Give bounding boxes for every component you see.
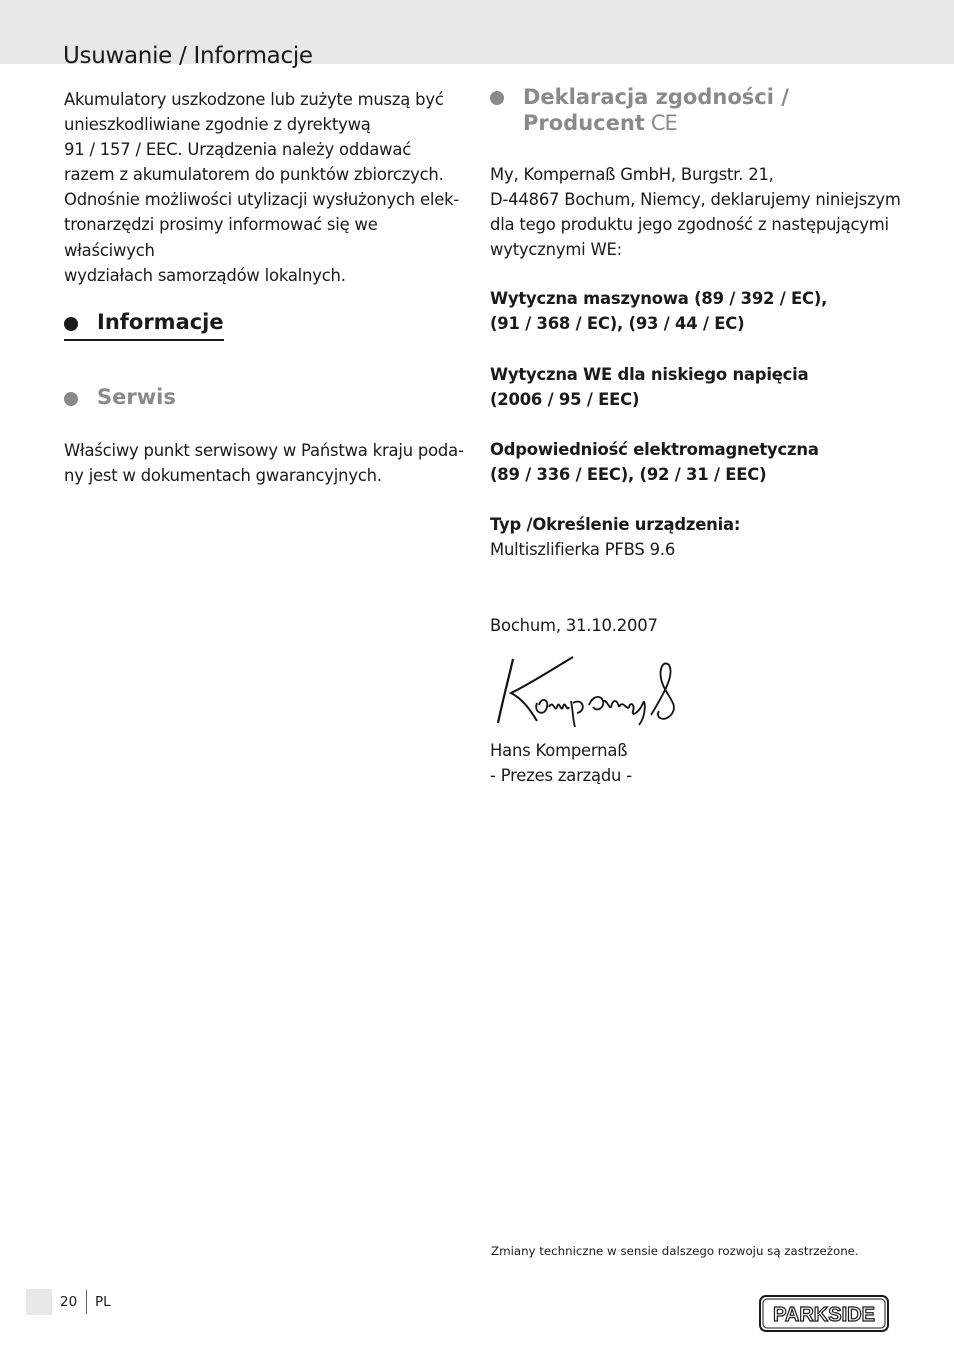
declaration-heading: Deklaracja zgodności / Producent CE bbox=[490, 84, 789, 136]
bullet-icon bbox=[490, 91, 504, 105]
disposal-text: Akumulatory uszkodzone lub zużyte muszą być unieszkodliwiane zgodnie z dyrektywą 91 / 157 / EEC. Urządzenia należy oddawać razem z akumulatorem do punktów zbiorczych. Odnośnie możliwości utylizacji wysłużonych elek- tronarzędzi prosimy informować się we właściwych wydziałach samorządów lokalnych. bbox=[64, 90, 460, 285]
left-column bbox=[64, 87, 464, 288]
manufacturer-text: My, Kompernaß GmbH, Burgstr. 21, D-44867 Bochum, Niemcy, deklarujemy niniejszym dla tego produktu jego zgodność z następującymi wytycznymi WE: bbox=[490, 165, 901, 260]
low-voltage-directive: Wytyczna WE dla niskiego napięcia (2006 / 95 / EEC) bbox=[490, 365, 809, 410]
signature-image bbox=[493, 655, 683, 727]
type-section bbox=[490, 512, 910, 562]
page-number: 20 bbox=[60, 1294, 78, 1310]
svg-text:PARKSIDE: PARKSIDE bbox=[773, 1304, 875, 1326]
page-title: Usuwanie / Informacje bbox=[63, 43, 313, 70]
parkside-logo bbox=[759, 1295, 889, 1332]
type-value: Multiszlifierka PFBS 9.6 bbox=[490, 540, 676, 560]
language-code: PL bbox=[95, 1294, 111, 1310]
machinery-directive: Wytyczna maszynowa (89 / 392 / EC), (91 / 368 / EC), (93 / 44 / EC) bbox=[490, 289, 828, 334]
footer-note: Zmiany techniczne w sensie dalszego rozwoju są zastrzeżone. bbox=[491, 1244, 859, 1258]
ce-mark-icon: CE bbox=[650, 111, 677, 135]
type-label: Typ /Określenie urządzenia: bbox=[490, 515, 741, 534]
serwis-heading: Serwis bbox=[64, 385, 176, 409]
signer-title: - Prezes zarządu - bbox=[490, 766, 632, 786]
page-divider bbox=[86, 1290, 87, 1314]
informacje-heading: Informacje bbox=[64, 310, 224, 334]
signer-name: Hans Kompernaß bbox=[490, 741, 628, 760]
signer-block bbox=[490, 738, 910, 788]
manufacturer-section bbox=[490, 162, 910, 262]
emc-directive: Odpowiedniość elektromagnetyczna (89 / 336 / EEC), (92 / 31 / EEC) bbox=[490, 440, 819, 485]
serwis-text: Właściwy punkt serwisowy w Państwa kraju poda- ny jest w dokumentach gwarancyjnych. bbox=[64, 441, 464, 486]
bullet-icon bbox=[64, 392, 78, 406]
page-marker-box bbox=[26, 1289, 52, 1315]
place-date: Bochum, 31.10.2007 bbox=[490, 616, 658, 635]
heading-underline bbox=[64, 339, 224, 341]
bullet-icon bbox=[64, 317, 78, 331]
serwis-section bbox=[64, 438, 464, 488]
